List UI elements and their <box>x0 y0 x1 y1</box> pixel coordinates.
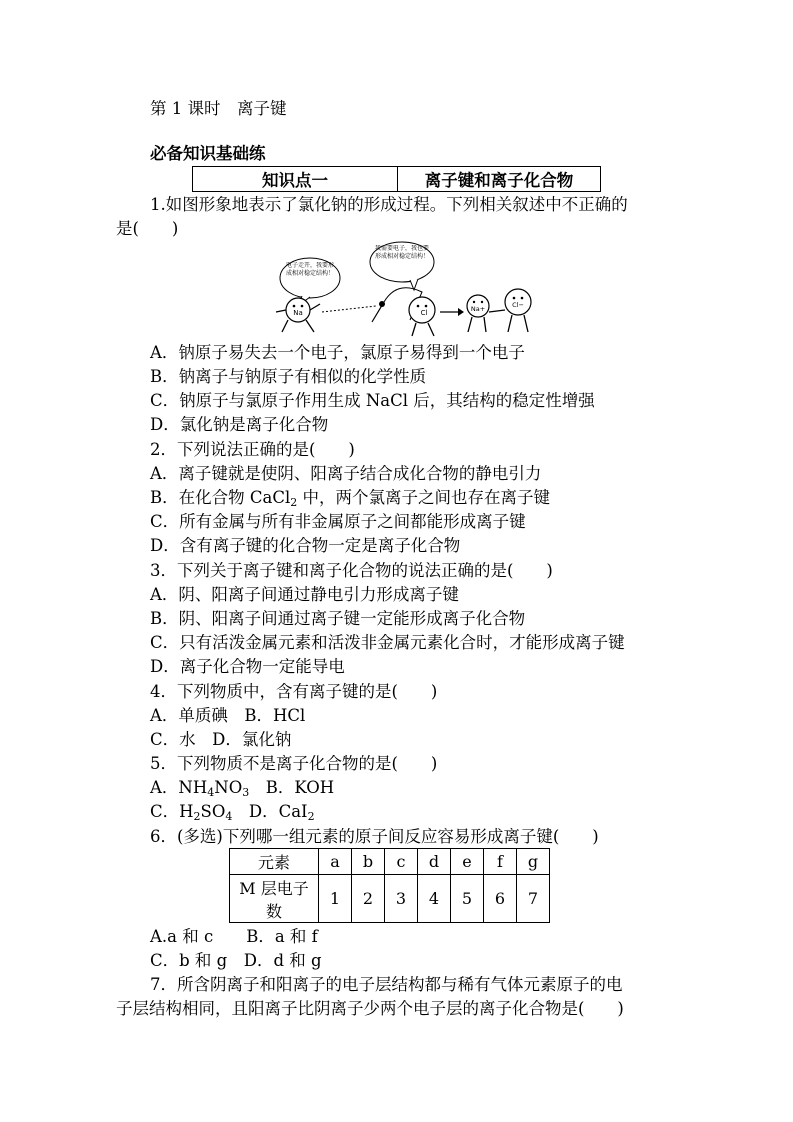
element-cell: c <box>385 849 418 875</box>
question-4: 4．下列物质中，含有离子键的是( ) <box>150 682 438 701</box>
q4-options-cd: C．水 D．氯化钠 <box>150 730 292 749</box>
na-ion-label: Na+ <box>470 305 486 313</box>
question-1-line-2: 是( ) <box>116 219 179 238</box>
m-electron-cell: 5 <box>451 875 484 923</box>
nacl-formation-illustration <box>272 240 552 340</box>
question-7-line-1: 7．所含阴离子和阳离子的电子层结构都与稀有气体元素原子的电 <box>150 975 623 994</box>
q2-option-a: A．离子键就是使阴、阳离子结合成化合物的静电引力 <box>150 464 542 483</box>
m-electron-cell: 1 <box>319 875 352 923</box>
m-electron-cell: 4 <box>418 875 451 923</box>
element-cell: g <box>517 849 550 875</box>
q6-options-cd: C．b 和 g D．d 和 g <box>150 951 322 970</box>
m-electron-cell: 6 <box>484 875 517 923</box>
q3-option-c: C．只有活泼金属元素和活泼非金属元素化合时，才能形成离子键 <box>150 633 625 652</box>
bubble-right-text: 我需要电子，我也要形成相对稳定结构！ <box>375 245 429 260</box>
question-1-line-1: 1.如图形象地表示了氯化钠的形成过程。下列相关叙述中不正确的 <box>150 195 628 214</box>
m-electron-cell: 3 <box>385 875 418 923</box>
m-electron-cell: 7 <box>517 875 550 923</box>
question-6: 6．(多选)下列哪一组元素的原子间反应容易形成离子键( ) <box>150 827 599 846</box>
q3-option-a: A．阴、阳离子间通过静电引力形成离子键 <box>150 585 459 604</box>
cl-ion-label: Cl− <box>512 301 524 309</box>
knowledge-point-label: 知识点一 <box>193 167 398 192</box>
q1-option-a: A．钠原子易失去一个电子，氯原子易得到一个电子 <box>150 343 525 362</box>
q6-options-ab: A.a 和 c B．a 和 f <box>150 927 318 946</box>
element-table-header-label: 元素 <box>230 849 319 875</box>
question-2: 2．下列说法正确的是( ) <box>150 440 355 459</box>
element-table <box>229 848 550 923</box>
q4-options-ab: A．单质碘 B．HCl <box>150 706 306 725</box>
question-5: 5．下列物质不是离子化合物的是( ) <box>150 754 438 773</box>
q5-options-cd: C．$H_2SO_4$ D．CaI$_2$ <box>150 802 315 823</box>
m-electron-cell: 2 <box>352 875 385 923</box>
element-cell: a <box>319 849 352 875</box>
q3-option-d: D．离子化合物一定能导电 <box>150 657 345 676</box>
na-atom-label: Na <box>293 309 303 317</box>
section-title: 必备知识基础练 <box>150 144 266 163</box>
knowledge-point-table <box>192 166 601 192</box>
q3-option-b: B．阴、阳离子间通过离子键一定能形成离子化合物 <box>150 609 526 628</box>
cl-atom-label: Cl <box>420 309 428 317</box>
element-table-row-label: M 层电子 数 <box>230 875 319 923</box>
element-cell: d <box>418 849 451 875</box>
q1-option-b: B．钠离子与钠原子有相似的化学性质 <box>150 367 427 386</box>
bubble-left-text: 电子走开，我要形成相对稳定结构！ <box>286 262 334 277</box>
q2-option-d: D．含有离子键的化合物一定是离子化合物 <box>150 536 461 555</box>
q1-option-c: C．钠原子与氯原子作用生成 NaCl 后，其结构的稳定性增强 <box>150 391 595 410</box>
lesson-title: 第 1 课时 离子键 <box>150 99 287 118</box>
q2-option-b: B．在化合物 CaCl$_2$ 中，两个氯离子之间也存在离子键 <box>150 488 550 509</box>
q5-options-ab: A．$NH_4NO_3$ B．KOH <box>150 778 335 799</box>
q1-option-d: D．氯化钠是离子化合物 <box>150 415 329 434</box>
element-cell: e <box>451 849 484 875</box>
element-cell: f <box>484 849 517 875</box>
question-7-line-2: 子层结构相同，且阳离子比阴离子少两个电子层的离子化合物是( ) <box>116 999 624 1018</box>
question-3: 3．下列关于离子键和离子化合物的说法正确的是( ) <box>150 561 553 580</box>
q2-option-c: C．所有金属与所有非金属原子之间都能形成离子键 <box>150 512 526 531</box>
knowledge-point-topic: 离子键和离子化合物 <box>398 167 601 192</box>
element-cell: b <box>352 849 385 875</box>
